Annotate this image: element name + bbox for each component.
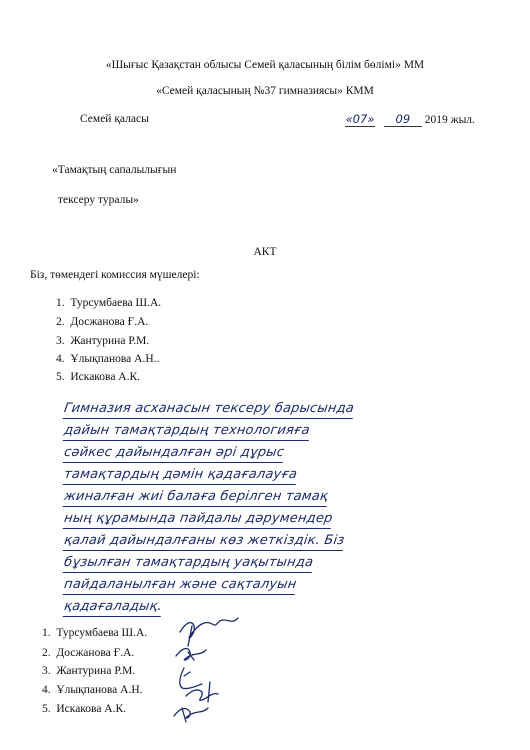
date-line xyxy=(345,112,475,127)
signature-2 xyxy=(176,649,206,660)
handwritten-line: Гимназия асханасын тексеру барысында xyxy=(63,400,355,419)
signature-5 xyxy=(174,708,208,722)
handwritten-line: дайын тамақтардың технологияға xyxy=(63,422,311,441)
list-item: 2. Досжанова Ғ.А. xyxy=(56,316,149,328)
handwritten-line: қадағаладық. xyxy=(63,598,164,617)
handwritten-line: тамақтардың дәмін қадағалауға xyxy=(63,466,299,485)
list-item: 4. Ұлықпанова А.Н. xyxy=(42,684,143,696)
list-item: 1. Турсумбаева Ш.А. xyxy=(42,627,148,639)
handwritten-line: пайдаланылған және сақталуын xyxy=(63,576,298,595)
city-label: Семей қаласы xyxy=(80,113,149,125)
date-year: 2019 жыл. xyxy=(424,114,475,126)
date-day: «07» xyxy=(345,112,375,126)
list-item: 5. Искакова А.К. xyxy=(42,703,127,715)
handwritten-line: қалай дайындалғаны көз жеткіздік. Біз xyxy=(63,532,346,551)
list-item: 1. Турсумбаева Ш.А. xyxy=(56,297,162,309)
signature-1 xyxy=(180,618,238,646)
signature-3 xyxy=(180,668,202,689)
handwritten-line: жиналған жиі балаға берілген тамақ xyxy=(63,488,330,507)
subject-line1: «Тамақтың сапалылығын xyxy=(52,164,177,176)
signatures-group xyxy=(172,612,252,727)
commission-intro: Біз, төмендегі комиссия мүшелері: xyxy=(30,269,200,281)
list-item: 5. Искакова А.К. xyxy=(56,371,141,383)
list-item: 3. Жантурина Р.М. xyxy=(56,335,150,347)
handwritten-line: бұзылған тамақтардың уақытында xyxy=(63,554,315,573)
document-title: АКТ xyxy=(253,246,277,258)
org-name-line2: «Семей қаласының №37 гимназиясы» КММ xyxy=(156,85,374,97)
list-item: 2. Досжанова Ғ.А. xyxy=(42,647,135,659)
list-item: 4. Ұлықпанова А.Н.. xyxy=(56,353,160,365)
date-month: 09 xyxy=(384,112,422,127)
org-name-line1: «Шығыс Қазақстан облысы Семей қаласының білім бөлімі» ММ xyxy=(105,59,425,71)
handwritten-line: сәйкес дайындалған әрі дұрыс xyxy=(63,444,286,463)
handwritten-line: ның құрамында пайдалы дәрумендер xyxy=(63,510,334,529)
list-item: 3. Жантурина Р.М. xyxy=(42,665,136,677)
subject-line2: тексеру туралы» xyxy=(58,194,139,206)
signature-4 xyxy=(186,682,218,702)
